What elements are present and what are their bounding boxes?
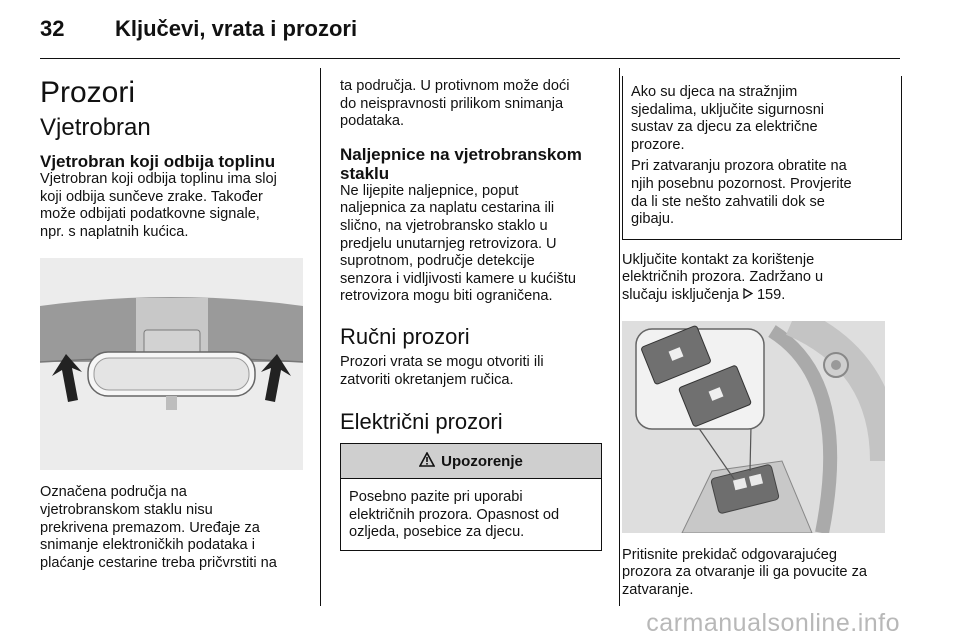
column-divider-1 [320,68,321,606]
manual-windows-title: Ručni prozori [340,323,470,349]
warning-box-continued [622,76,902,240]
windshield-mirror-figure [40,258,303,470]
paragraph-manual-windows: Prozori vrata se mogu otvoriti ili zatvoriti okretanjem ručica. [340,353,544,388]
paragraph-continued: ta područja. U protivnom može doći do neispravnosti prilikom snimanja podataka. [340,78,570,130]
child-safety-text: Ako su djeca na stražnjim sjedalima, uključite sigurnosni sustav za djecu za električne prozore. [631,84,825,153]
warning-box [340,443,602,551]
chapter-title: Ključevi, vrata i prozori [115,16,358,41]
warning-text: Posebno pazite pri uporabi električnih prozora. Opasnost od ozljeda, posebice za djecu. [349,489,560,541]
column-1 [40,72,305,572]
closing-caution-text: Pri zatvaranju prozora obratite na njih posebnu pozornost. Provjerite da li ste nešto zahvatili dok se gibaju. [631,158,852,228]
warning-triangle-icon [419,452,435,471]
paragraph-heat-reflecting: Vjetrobran koji odbija toplinu ima sloj koji odbija sunčeve zrake. Također može odbijati podatkovne signale, npr. s naplatnih kućica. [40,171,277,240]
window-switch-figure [622,321,885,533]
page-reference-icon [743,287,753,303]
figure-caption: Označena područja na vjetrobranskom staklu nisu prekrivena premazom. Uređaje za snimanje elektroničkih podataka i plaćanje cestarine treba pričvrstiti na [40,484,277,571]
header-rule [40,58,900,59]
column-divider-2 [619,68,620,606]
heading-stickers: Naljepnice na vjetrobranskom staklu [340,144,582,183]
windshield-mirror-illustration [40,258,303,470]
page-reference-link[interactable]: 159. [756,286,786,303]
window-switch-illustration [622,321,885,533]
subsection-title: Vjetrobran [40,114,151,141]
heading-heat-reflecting: Vjetrobran koji odbija toplinu [40,152,276,171]
column-3 [622,72,902,599]
warning-header [341,443,601,479]
paragraph-ignition: Uključite kontakt za korištenje električnih prozora. Zadržano u slučaju isključenja 159. [622,251,824,303]
column-2 [340,78,602,551]
electric-windows-title: Električni prozori [340,409,503,435]
section-title: Prozori [40,76,136,109]
paragraph-stickers: Ne lijepite naljepnice, poput naljepnica za naplatu cestarina ili slično, na vjetrobransko staklo u predjelu unutarnjeg retrovizora. U suprotnom, područje detekcije senzora i vidljivosti kamere u kućištu retrovizora mogu biti ograničena. [340,182,577,305]
warning-label: Upozorenje [441,452,523,470]
watermark: carmanualsonline.info [646,609,900,637]
paragraph-switch-usage: Pritisnite prekidač odgovarajućeg prozora za otvaranje ili ga povucite za zatvaranje. [622,546,867,598]
page-number: 32 [40,16,65,41]
page-header [0,0,960,60]
